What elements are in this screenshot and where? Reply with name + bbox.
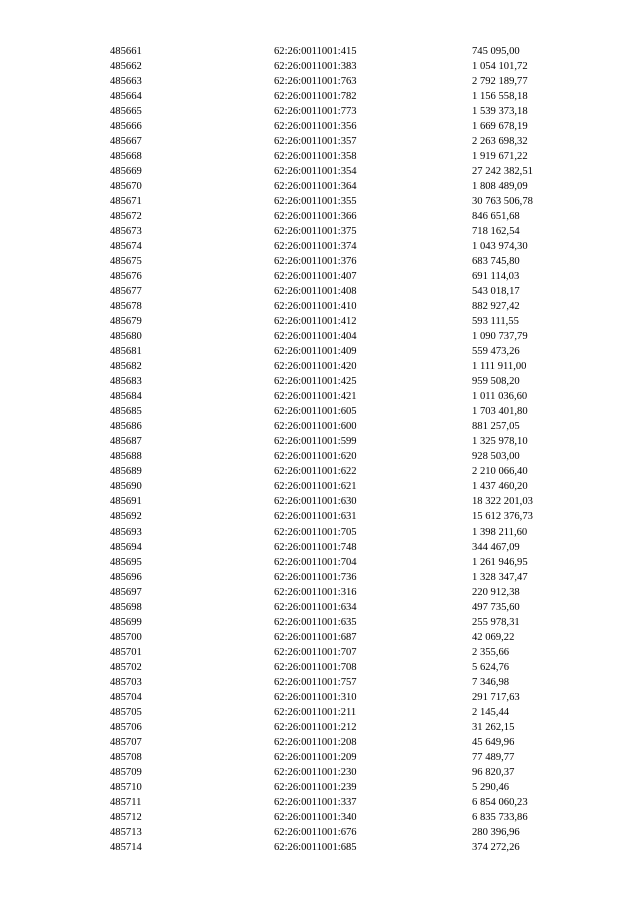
row-number-cell: 485689 (110, 466, 142, 478)
cadastral-number-cell: 62:26:0011001:687 (274, 631, 357, 643)
cadastral-number-cell: 62:26:0011001:383 (274, 61, 357, 73)
table-row (0, 630, 640, 645)
value-cell: 15 612 376,73 (472, 511, 533, 523)
table-row (0, 585, 640, 600)
value-cell: 5 290,46 (472, 781, 510, 793)
value-cell: 1 043 974,30 (472, 241, 528, 253)
cadastral-number-cell: 62:26:0011001:366 (274, 211, 357, 223)
cadastral-number-cell: 62:26:0011001:631 (274, 511, 357, 523)
value-cell: 1 328 347,47 (472, 571, 528, 583)
value-cell: 745 095,00 (472, 46, 520, 57)
value-cell: 1 669 678,19 (472, 121, 528, 133)
cadastral-number-cell: 62:26:0011001:782 (274, 91, 357, 103)
row-number-cell: 485706 (110, 721, 142, 733)
value-cell: 846 651,68 (472, 211, 520, 223)
value-cell: 1 054 101,72 (472, 61, 528, 73)
value-cell: 543 018,17 (472, 286, 520, 298)
row-number-cell: 485685 (110, 406, 142, 418)
table-row (0, 269, 640, 284)
table-row (0, 825, 640, 840)
cadastral-number-cell: 62:26:0011001:708 (274, 661, 357, 673)
cadastral-number-cell: 62:26:0011001:408 (274, 286, 357, 298)
value-cell: 45 649,96 (472, 736, 515, 748)
row-number-cell: 485711 (110, 796, 142, 808)
row-number-cell: 485703 (110, 676, 142, 688)
table-row (0, 509, 640, 524)
value-cell: 2 210 066,40 (472, 466, 528, 478)
cadastral-number-cell: 62:26:0011001:685 (274, 841, 357, 853)
row-number-cell: 485662 (110, 61, 142, 73)
row-number-cell: 485704 (110, 691, 142, 703)
value-cell: 30 763 506,78 (472, 196, 533, 208)
value-cell: 220 912,38 (472, 586, 520, 598)
value-cell: 1 325 978,10 (472, 436, 528, 448)
table-row (0, 284, 640, 299)
row-number-cell: 485663 (110, 76, 142, 88)
cadastral-number-cell: 62:26:0011001:622 (274, 466, 357, 478)
cadastral-number-cell: 62:26:0011001:211 (274, 706, 357, 718)
cadastral-number-cell: 62:26:0011001:748 (274, 541, 357, 553)
row-number-cell: 485681 (110, 346, 142, 358)
row-number-cell: 485697 (110, 586, 142, 598)
table-row (0, 254, 640, 269)
data-table (0, 44, 640, 855)
cadastral-number-cell: 62:26:0011001:410 (274, 301, 357, 313)
cadastral-number-cell: 62:26:0011001:420 (274, 361, 357, 373)
cadastral-number-cell: 62:26:0011001:676 (274, 826, 357, 838)
cadastral-number-cell: 62:26:0011001:620 (274, 451, 357, 463)
table-row (0, 299, 640, 314)
table-row (0, 840, 640, 855)
value-cell: 928 503,00 (472, 451, 520, 463)
row-number-cell: 485698 (110, 601, 142, 613)
cadastral-number-cell: 62:26:0011001:763 (274, 76, 357, 88)
row-number-cell: 485692 (110, 511, 142, 523)
row-number-cell: 485671 (110, 196, 142, 208)
value-cell: 374 272,26 (472, 841, 520, 853)
cadastral-number-cell: 62:26:0011001:354 (274, 166, 357, 178)
cadastral-number-cell: 62:26:0011001:409 (274, 346, 357, 358)
value-cell: 1 919 671,22 (472, 151, 528, 163)
cadastral-number-cell: 62:26:0011001:375 (274, 226, 357, 238)
table-row (0, 434, 640, 449)
cadastral-number-cell: 62:26:0011001:421 (274, 391, 357, 403)
row-number-cell: 485668 (110, 151, 142, 163)
value-cell: 6 854 060,23 (472, 796, 528, 808)
value-cell: 959 508,20 (472, 376, 520, 388)
cadastral-number-cell: 62:26:0011001:364 (274, 181, 357, 193)
cadastral-number-cell: 62:26:0011001:621 (274, 481, 357, 493)
row-number-cell: 485690 (110, 481, 142, 493)
row-number-cell: 485702 (110, 661, 142, 673)
cadastral-number-cell: 62:26:0011001:337 (274, 796, 357, 808)
row-number-cell: 485687 (110, 436, 142, 448)
value-cell: 5 624,76 (472, 661, 510, 673)
table-row (0, 389, 640, 404)
value-cell: 1 703 401,80 (472, 406, 528, 418)
table-row (0, 494, 640, 509)
table-row (0, 374, 640, 389)
value-cell: 291 717,63 (472, 691, 520, 703)
table-row (0, 359, 640, 374)
table-row (0, 134, 640, 149)
cadastral-number-cell: 62:26:0011001:407 (274, 271, 357, 283)
row-number-cell: 485661 (110, 46, 142, 57)
table-row (0, 419, 640, 434)
table-row (0, 314, 640, 329)
cadastral-number-cell: 62:26:0011001:340 (274, 811, 357, 823)
cadastral-number-cell: 62:26:0011001:239 (274, 781, 357, 793)
table-row (0, 224, 640, 239)
row-number-cell: 485696 (110, 571, 142, 583)
value-cell: 96 820,37 (472, 766, 515, 778)
cadastral-number-cell: 62:26:0011001:630 (274, 496, 357, 508)
value-cell: 1 011 036,60 (472, 391, 528, 403)
value-cell: 497 735,60 (472, 601, 520, 613)
value-cell: 1 111 911,00 (472, 361, 527, 373)
cadastral-number-cell: 62:26:0011001:736 (274, 571, 357, 583)
cadastral-number-cell: 62:26:0011001:355 (274, 196, 357, 208)
cadastral-number-cell: 62:26:0011001:773 (274, 106, 357, 118)
table-row (0, 555, 640, 570)
row-number-cell: 485688 (110, 451, 142, 463)
value-cell: 1 808 489,09 (472, 181, 528, 193)
table-row (0, 344, 640, 359)
value-cell: 2 263 698,32 (472, 136, 528, 148)
cadastral-number-cell: 62:26:0011001:356 (274, 121, 357, 133)
cadastral-number-cell: 62:26:0011001:230 (274, 766, 357, 778)
table-row (0, 89, 640, 104)
value-cell: 1 437 460,20 (472, 481, 528, 493)
table-row (0, 690, 640, 705)
row-number-cell: 485682 (110, 361, 142, 373)
value-cell: 77 489,77 (472, 751, 515, 763)
value-cell: 882 927,42 (472, 301, 520, 313)
cadastral-number-cell: 62:26:0011001:412 (274, 316, 357, 328)
table-row (0, 179, 640, 194)
row-number-cell: 485714 (110, 841, 142, 853)
cadastral-number-cell: 62:26:0011001:208 (274, 736, 357, 748)
table-row (0, 615, 640, 630)
row-number-cell: 485709 (110, 766, 142, 778)
row-number-cell: 485684 (110, 391, 142, 403)
cadastral-number-cell: 62:26:0011001:599 (274, 436, 357, 448)
table-row (0, 239, 640, 254)
cadastral-number-cell: 62:26:0011001:212 (274, 721, 357, 733)
row-number-cell: 485693 (110, 526, 142, 538)
row-number-cell: 485675 (110, 256, 142, 268)
table-row (0, 329, 640, 344)
cadastral-number-cell: 62:26:0011001:404 (274, 331, 357, 343)
table-row (0, 59, 640, 74)
value-cell: 559 473,26 (472, 346, 520, 358)
value-cell: 7 346,98 (472, 676, 510, 688)
table-row (0, 795, 640, 810)
cadastral-number-cell: 62:26:0011001:376 (274, 256, 357, 268)
table-row (0, 44, 640, 59)
row-number-cell: 485713 (110, 826, 142, 838)
table-row (0, 119, 640, 134)
row-number-cell: 485679 (110, 316, 142, 328)
cadastral-number-cell: 62:26:0011001:605 (274, 406, 357, 418)
row-number-cell: 485699 (110, 616, 142, 628)
table-row (0, 525, 640, 540)
row-number-cell: 485669 (110, 166, 142, 178)
cadastral-number-cell: 62:26:0011001:209 (274, 751, 357, 763)
cadastral-number-cell: 62:26:0011001:634 (274, 601, 357, 613)
value-cell: 1 090 737,79 (472, 331, 528, 343)
table-row (0, 735, 640, 750)
cadastral-number-cell: 62:26:0011001:707 (274, 646, 357, 658)
table-row (0, 479, 640, 494)
row-number-cell: 485710 (110, 781, 142, 793)
value-cell: 593 111,55 (472, 316, 519, 328)
value-cell: 6 835 733,86 (472, 811, 528, 823)
value-cell: 1 398 211,60 (472, 526, 528, 538)
row-number-cell: 485665 (110, 106, 142, 118)
value-cell: 2 355,66 (472, 646, 510, 658)
table-row (0, 600, 640, 615)
table-row (0, 149, 640, 164)
table-row (0, 720, 640, 735)
table-row (0, 705, 640, 720)
value-cell: 42 069,22 (472, 631, 515, 643)
row-number-cell: 485677 (110, 286, 142, 298)
table-row (0, 750, 640, 765)
cadastral-number-cell: 62:26:0011001:704 (274, 556, 357, 568)
row-number-cell: 485666 (110, 121, 142, 133)
cadastral-number-cell: 62:26:0011001:705 (274, 526, 357, 538)
row-number-cell: 485678 (110, 301, 142, 313)
value-cell: 1 156 558,18 (472, 91, 528, 103)
row-number-cell: 485695 (110, 556, 142, 568)
row-number-cell: 485667 (110, 136, 142, 148)
row-number-cell: 485701 (110, 646, 142, 658)
value-cell: 718 162,54 (472, 226, 520, 238)
row-number-cell: 485676 (110, 271, 142, 283)
table-row (0, 780, 640, 795)
table-row (0, 464, 640, 479)
table-row (0, 104, 640, 119)
value-cell: 255 978,31 (472, 616, 520, 628)
value-cell: 2 145,44 (472, 706, 510, 718)
cadastral-number-cell: 62:26:0011001:635 (274, 616, 357, 628)
value-cell: 1 539 373,18 (472, 106, 528, 118)
cadastral-number-cell: 62:26:0011001:600 (274, 421, 357, 433)
table-row (0, 675, 640, 690)
table-row (0, 645, 640, 660)
row-number-cell: 485707 (110, 736, 142, 748)
cadastral-number-cell: 62:26:0011001:357 (274, 136, 357, 148)
cadastral-number-cell: 62:26:0011001:310 (274, 691, 357, 703)
row-number-cell: 485694 (110, 541, 142, 553)
row-number-cell: 485708 (110, 751, 142, 763)
cadastral-number-cell: 62:26:0011001:374 (274, 241, 357, 253)
table-row (0, 570, 640, 585)
row-number-cell: 485700 (110, 631, 142, 643)
table-row (0, 404, 640, 419)
row-number-cell: 485670 (110, 181, 142, 193)
table-row (0, 164, 640, 179)
table-row (0, 660, 640, 675)
row-number-cell: 485705 (110, 706, 142, 718)
row-number-cell: 485683 (110, 376, 142, 388)
cadastral-number-cell: 62:26:0011001:757 (274, 676, 357, 688)
row-number-cell: 485686 (110, 421, 142, 433)
value-cell: 691 114,03 (472, 271, 520, 283)
value-cell: 27 242 382,51 (472, 166, 533, 178)
value-cell: 683 745,80 (472, 256, 520, 268)
value-cell: 280 396,96 (472, 826, 520, 838)
value-cell: 31 262,15 (472, 721, 515, 733)
table-row (0, 194, 640, 209)
row-number-cell: 485674 (110, 241, 142, 253)
row-number-cell: 485712 (110, 811, 142, 823)
value-cell: 881 257,05 (472, 421, 520, 433)
row-number-cell: 485680 (110, 331, 142, 343)
value-cell: 2 792 189,77 (472, 76, 528, 88)
row-number-cell: 485664 (110, 91, 142, 103)
cadastral-number-cell: 62:26:0011001:415 (274, 46, 357, 57)
value-cell: 18 322 201,03 (472, 496, 533, 508)
table-row (0, 810, 640, 825)
row-number-cell: 485672 (110, 211, 142, 223)
cadastral-number-cell: 62:26:0011001:316 (274, 586, 357, 598)
cadastral-number-cell: 62:26:0011001:358 (274, 151, 357, 163)
table-row (0, 209, 640, 224)
value-cell: 344 467,09 (472, 541, 520, 553)
table-row (0, 449, 640, 464)
row-number-cell: 485691 (110, 496, 142, 508)
value-cell: 1 261 946,95 (472, 556, 528, 568)
cadastral-number-cell: 62:26:0011001:425 (274, 376, 357, 388)
table-row (0, 74, 640, 89)
table-row (0, 765, 640, 780)
table-row (0, 540, 640, 555)
row-number-cell: 485673 (110, 226, 142, 238)
